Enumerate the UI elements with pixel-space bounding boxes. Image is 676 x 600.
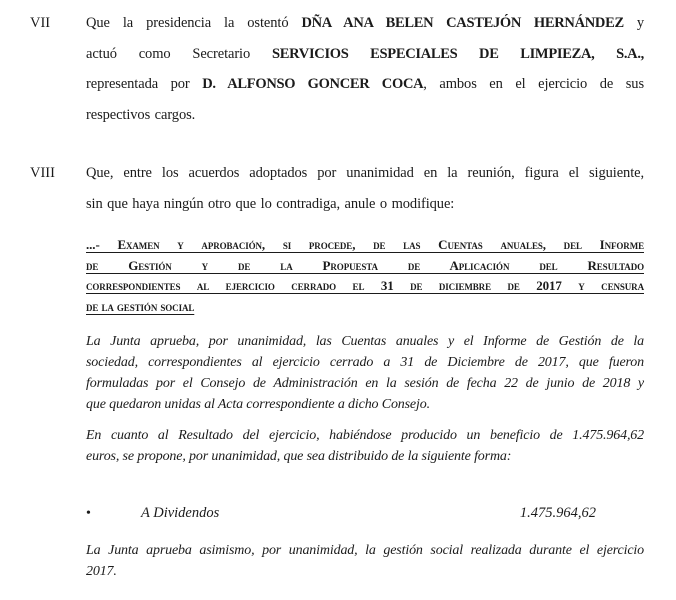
agenda-item-heading [86, 235, 644, 317]
text-line: En cuanto al Resultado del ejercicio, habiéndose producido un beneficio de 1.475.964,62 [86, 428, 644, 443]
text-run: , ambos en el ejercicio de sus [423, 76, 644, 92]
resolution-social-paragraph [86, 540, 644, 582]
section-item-vii [0, 8, 676, 130]
item-viii-paragraph [86, 158, 644, 219]
item-viii-numeral: VIII [30, 165, 55, 181]
text-line [86, 8, 644, 39]
text-run: y [623, 15, 644, 31]
distribution-label: A Dividendos [141, 505, 220, 521]
distribution-row [86, 503, 644, 524]
representative-name: D. ALFONSO GONCER COCA [202, 76, 424, 92]
item-vii-paragraph [86, 8, 644, 130]
text-line [86, 69, 644, 100]
president-name: DÑA ANA BELEN CASTEJÓN HERNÁNDEZ [301, 15, 624, 31]
heading-line: correspondientes al ejercicio cerrado el 31 de diciembre de 2017 y censura [86, 278, 644, 293]
text-line: que quedaron unidas al Acta correspondiente a dicho Consejo. [86, 397, 430, 412]
item-vii-numeral: VII [30, 15, 51, 31]
text-line [86, 39, 644, 70]
heading-line: de Gestión y de la Propuesta de Aplicación del Resultado [86, 257, 644, 273]
text-line: Que, entre los acuerdos adoptados por unanimidad en la reunión, figura el siguiente, [86, 165, 644, 181]
text-line: 2017. [86, 564, 117, 579]
bullet-icon: • [86, 506, 91, 521]
text-line: euros, se propone, por unanimidad, que sea distribuido de la siguiente forma: [86, 449, 512, 464]
heading-line: ...- Examen y aprobación, si procede, de las Cuentas anuales, del Informe [86, 237, 644, 252]
text-line: La Junta aprueba, por unanimidad, las Cuentas anuales y el Informe de Gestión de la [86, 334, 644, 349]
text-line: sin que haya ningún otro que lo contradiga, anule o modifique: [86, 195, 455, 212]
text-run: Que la presidencia la ostentó [86, 15, 302, 31]
text-line: La Junta aprueba asimismo, por unanimidad, la gestión social realizada durante el ejercicio [86, 543, 644, 558]
section-item-viii [0, 158, 676, 219]
text-run: representada por [86, 76, 203, 92]
resolution-result-paragraph [86, 425, 644, 467]
secretary-company-name: SERVICIOS ESPECIALES DE LIMPIEZA, S.A., [271, 45, 644, 62]
heading-line: de la gestión social [86, 298, 195, 314]
resolution-accounts-paragraph [86, 331, 644, 415]
text-run: actuó como Secretario [86, 45, 272, 62]
text-line: formuladas por el Consejo de Administración en la sesión de fecha 22 de junio de 2018 y [86, 376, 644, 391]
text-line: sociedad, correspondientes al ejercicio cerrado a 31 de Diciembre de 2017, que fueron [86, 355, 644, 370]
text-run: respectivos cargos. [86, 106, 196, 123]
text-line [86, 100, 644, 131]
distribution-amount: 1.475.964,62 [519, 505, 596, 521]
